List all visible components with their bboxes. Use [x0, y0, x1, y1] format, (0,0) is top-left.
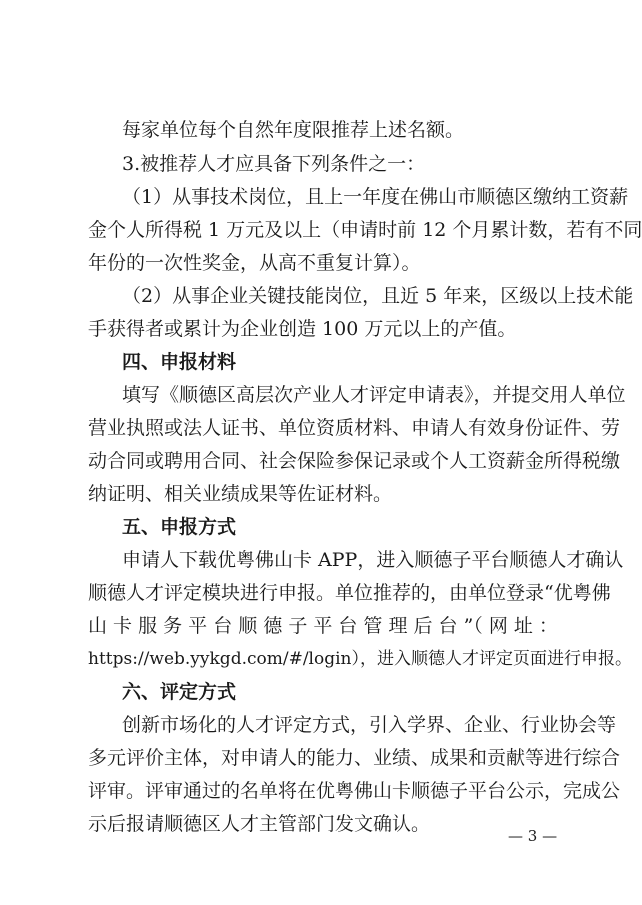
paragraph-line: 示后报请顺德区人才主管部门发文确认。	[88, 813, 431, 835]
paragraph-line: 3.被推荐人才应具备下列条件之一：	[122, 153, 426, 175]
page-number: — 3 —	[508, 827, 558, 845]
section-heading-evaluation: 六、评定方式	[122, 681, 237, 703]
paragraph-line: 手获得者或累计为企业创造 100 万元以上的产值。	[88, 318, 517, 340]
paragraph-line: 申请人下载优粤佛山卡 APP，进入顺德子平台顺德人才确认	[122, 549, 624, 571]
section-heading-materials: 四、申报材料	[122, 351, 237, 373]
section-heading-method: 五、申报方式	[122, 516, 237, 538]
paragraph-line: 营业执照或法人证书、单位资质材料、申请人有效身份证件、劳	[88, 417, 621, 439]
paragraph-line: 金个人所得税 1 万元及以上（申请时前 12 个月累计数，若有不同	[88, 219, 642, 241]
paragraph-line: 评审。评审通过的名单将在优粤佛山卡顺德子平台公示，完成公	[88, 780, 621, 802]
paragraph-line: 创新市场化的人才评定方式，引入学界、企业、行业协会等	[122, 714, 617, 736]
paragraph-line: （1）从事技术岗位，且上一年度在佛山市顺德区缴纳工资薪	[122, 186, 629, 208]
paragraph-line: （2）从事企业关键技能岗位，且近 5 年来，区级以上技术能	[122, 285, 634, 307]
paragraph-line: 顺德人才评定模块进行申报。单位推荐的，由单位登录“优粤佛	[88, 582, 611, 604]
paragraph-line: 纳证明、相关业绩成果等佐证材料。	[88, 483, 393, 505]
paragraph-line: 年份的一次性奖金，从高不重复计算）。	[88, 252, 421, 274]
paragraph-line: 山 卡 服 务 平 台 顺 德 子 平 台 管 理 后 台 ”（ 网 址 ：	[88, 615, 558, 637]
paragraph-line: 动合同或聘用合同、社会保险参保记录或个人工资薪金所得税缴	[88, 450, 621, 472]
paragraph-line: 多元评价主体，对申请人的能力、业绩、成果和贡献等进行综合	[88, 747, 621, 769]
paragraph-line: 每家单位每个自然年度限推荐上述名额。	[122, 119, 465, 141]
paragraph-line: 填写《顺德区高层次产业人才评定申请表》，并提交用人单位	[122, 384, 626, 406]
paragraph-line-url: https://web.yykgd.com/#/login），进入顺德人才评定页面进行申报。	[88, 649, 632, 669]
